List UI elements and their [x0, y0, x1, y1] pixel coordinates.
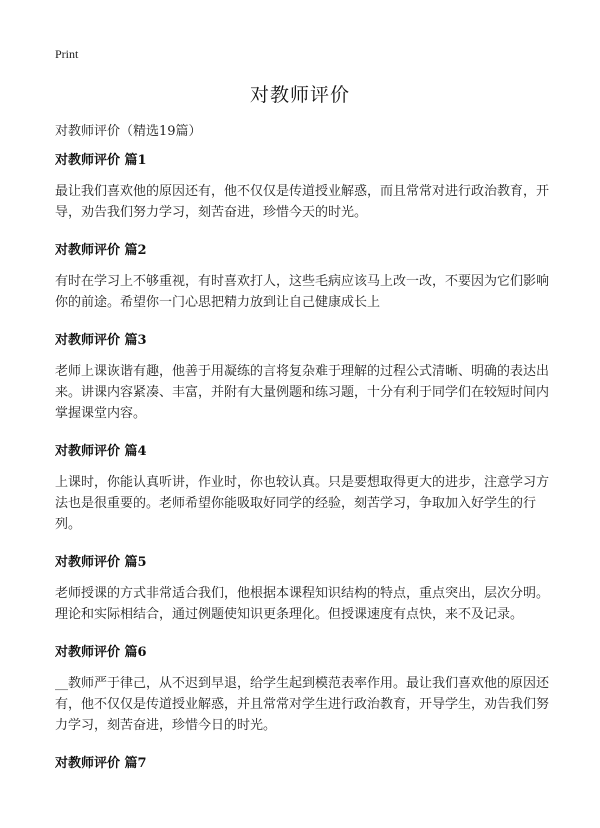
- section-heading: 对教师评价 篇3: [55, 333, 147, 348]
- section-body: 上课时，你能认真听讲，作业时，你也较认真。只是要想取得更大的进步，注意学习方法也是很重要的。老师希望你能吸取好同学的经验，刻苦学习，争取加入好学生的行列。: [55, 475, 550, 532]
- section-6: [55, 635, 555, 746]
- section-5: [55, 545, 555, 635]
- section-heading: 对教师评价 篇2: [55, 243, 147, 258]
- section-body: 老师授课的方式非常适合我们，他根据本课程知识结构的特点，重点突出，层次分明。理论和实际相结合，通过例题使知识更条理化。但授课速度有点快，来不及记录。: [55, 586, 550, 622]
- section-heading: 对教师评价 篇5: [55, 555, 147, 570]
- section-body: 老师上课诙谐有趣，他善于用凝练的言将复杂难于理解的过程公式清晰、明确的表达出来。讲课内容紧凑、丰富，并附有大量例题和练习题，十分有利于同学们在较短时间内掌握课堂内容。: [55, 364, 550, 421]
- section-body: 有时在学习上不够重视，有时喜欢打人，这些毛病应该马上改一改，不要因为它们影响你的前途。希望你一门心思把精力放到让自己健康成长上: [55, 274, 550, 310]
- section-body: __教师严于律己，从不迟到早退，给学生起到模范表率作用。最让我们喜欢他的原因还有，他不仅仅是传道授业解惑，并且常常对学生进行政治教育，开导学生，劝告我们努力学习，刻苦奋进，珍惜今日的时光。: [55, 676, 550, 733]
- section-heading: 对教师评价 篇1: [55, 153, 147, 168]
- document-subtitle: 对教师评价（精选19篇）: [55, 124, 202, 139]
- section-1: [55, 143, 555, 233]
- print-label: Print: [55, 47, 79, 61]
- page-title: 对教师评价: [249, 84, 350, 106]
- section-3: [55, 323, 555, 434]
- section-heading: 对教师评价 篇7: [55, 756, 147, 771]
- section-4: [55, 434, 555, 545]
- section-heading: 对教师评价 篇4: [55, 444, 147, 459]
- section-body: 最让我们喜欢他的原因还有，他不仅仅是传道授业解惑，而且常常对进行政治教育，开导，劝告我们努力学习，刻苦奋进，珍惜今天的时光。: [55, 184, 550, 220]
- document-content: [55, 143, 555, 774]
- section-7: [55, 746, 555, 774]
- section-2: [55, 233, 555, 323]
- section-heading: 对教师评价 篇6: [55, 645, 147, 660]
